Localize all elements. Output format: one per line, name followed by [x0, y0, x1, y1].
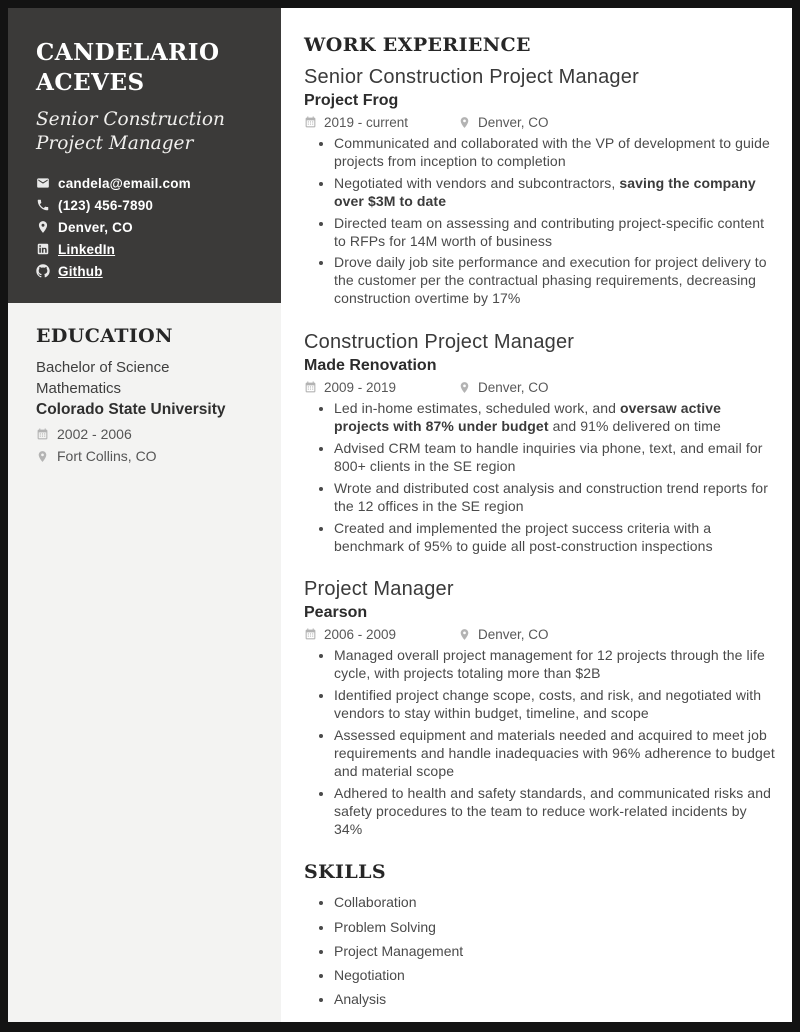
contact-row-location	[36, 220, 257, 235]
bullet-item	[334, 520, 776, 556]
job-company: Project Frog	[304, 92, 399, 109]
bullet-item	[334, 440, 776, 476]
bullet-item	[334, 400, 776, 436]
job-entry	[304, 66, 776, 308]
bullet-text: Led in-home estimates, scheduled work, and	[334, 400, 621, 417]
calendar-icon	[304, 381, 317, 394]
job-company: Pearson	[304, 604, 368, 622]
job-location	[458, 380, 549, 395]
bullet-bold-text: saving the company over $3M to date	[334, 174, 756, 209]
contact-label: candela@email.com	[58, 175, 191, 191]
calendar-icon	[36, 428, 49, 441]
education-dates: 2002 - 2006	[57, 426, 132, 443]
job-location-text: Denver, CO	[478, 627, 549, 643]
contact-row-github	[36, 264, 257, 279]
education-section	[8, 303, 281, 471]
job-dates-text: 2006 - 2009	[324, 627, 397, 643]
calendar-icon	[304, 628, 317, 641]
sidebar-header	[8, 8, 281, 303]
bullet-text: Created and implemented the project success criteria with a benchmark of 95% to guide all post-construction inspections	[334, 519, 713, 554]
location-icon	[458, 116, 471, 129]
job-location	[458, 115, 549, 130]
bullet-text: Drove daily job site performance and execution for project delivery to the customer per the contractual phasing requirements, decreasing construction overtime by 17%	[334, 254, 767, 307]
contact-row-linkedin	[36, 242, 257, 257]
bullet-text: Directed team on assessing and contributing project-specific content to RFPs for 14M worth of business	[334, 214, 765, 249]
email-icon	[36, 176, 50, 190]
job-company: Made Renovation	[304, 357, 437, 375]
job-entry	[304, 578, 776, 838]
calendar-icon	[304, 116, 317, 129]
job-dates	[304, 115, 458, 130]
job-location-text: Denver, CO	[478, 115, 549, 130]
phone-icon	[36, 198, 50, 212]
education-degree: Bachelor of Science Mathematics	[36, 358, 170, 398]
job-title: Construction Project Manager	[304, 331, 575, 354]
contact-label: Denver, CO	[58, 219, 133, 235]
job-dates	[304, 380, 458, 395]
bullet-item	[334, 215, 776, 251]
bullet-item	[334, 480, 776, 516]
skill-item: • Project Management	[334, 942, 776, 960]
bullet-text: and 91% delivered on time	[548, 418, 721, 435]
job-dates-text: 2009 - 2019	[324, 380, 397, 396]
contact-row-phone	[36, 198, 257, 213]
bullet-item	[334, 727, 776, 781]
bullet-item	[334, 175, 776, 211]
job-title: Senior Construction Project Manager	[304, 66, 639, 88]
bullet-item	[334, 254, 776, 308]
bullet-text: Wrote and distributed cost analysis and construction trend reports for the 12 offices in the SE region	[334, 479, 768, 514]
skill-item: • Collaboration	[334, 893, 776, 911]
education-school: Colorado State University	[36, 401, 226, 419]
contact-label: (123) 456-7890	[58, 197, 154, 213]
bullet-item	[334, 647, 776, 683]
skills-section	[304, 861, 776, 1008]
job-location-text: Denver, CO	[478, 380, 549, 396]
jobs-list	[304, 66, 776, 838]
linkedin-icon	[36, 242, 50, 256]
bullet-bold-text: oversaw active projects with 87% under budget	[334, 400, 722, 435]
bullet-text: Negotiated with vendors and subcontractors,	[334, 174, 620, 191]
bullet-item	[334, 687, 776, 723]
candidate-title: Senior Construction Project Manager	[36, 108, 225, 154]
job-dates	[304, 627, 458, 642]
skill-item: • Problem Solving	[334, 918, 776, 936]
job-bullet-list	[304, 400, 776, 555]
contact-label[interactable]: Github	[58, 263, 103, 279]
candidate-name: CANDELARIO ACEVES	[36, 39, 220, 96]
work-experience-heading: WORK EXPERIENCE	[304, 34, 531, 56]
education-heading: EDUCATION	[36, 324, 173, 347]
bullet-text: Identified project change scope, costs, and risk, and negotiated with vendors to stay within budget, timeline, and scope	[334, 687, 762, 722]
job-entry	[304, 331, 776, 555]
bullet-text: Assessed equipment and materials needed and acquired to meet job requirements and handle inadequacies with 96% adherence to budget and material scope	[334, 727, 775, 779]
contact-label[interactable]: LinkedIn	[58, 241, 116, 257]
education-location-row	[36, 448, 261, 464]
contact-row-email	[36, 176, 257, 191]
education-location: Fort Collins, CO	[57, 448, 157, 465]
location-icon	[458, 628, 471, 641]
job-bullet-list	[304, 647, 776, 838]
job-bullet-list	[304, 135, 776, 308]
contact-list	[36, 176, 257, 279]
job-meta-row	[304, 115, 776, 130]
bullet-text: Advised CRM team to handle inquiries via phone, text, and email for 800+ clients in the SE region	[334, 439, 763, 474]
job-meta-row	[304, 627, 776, 642]
bullet-text: Adhered to health and safety standards, and communicated risks and safety procedures to the team to reduce work-related incidents by 34%	[334, 784, 771, 837]
education-dates-row	[36, 426, 261, 442]
skill-item: • Negotiation	[334, 966, 776, 984]
location-icon	[36, 450, 49, 463]
job-dates-text: 2019 - current	[324, 115, 409, 130]
job-title: Project Manager	[304, 578, 454, 601]
location-icon	[36, 220, 50, 234]
job-location	[458, 627, 549, 642]
github-icon	[36, 264, 50, 278]
skill-item: • Analysis	[334, 990, 776, 1008]
job-meta-row	[304, 380, 776, 395]
skills-list	[304, 893, 776, 1008]
bullet-item	[334, 135, 776, 171]
main-content	[281, 8, 792, 1022]
bullet-text: Communicated and collaborated with the VP of development to guide projects from inception to completion	[334, 135, 770, 169]
bullet-text: Managed overall project management for 12 projects through the life cycle, with projects totaling more than $2B	[334, 647, 765, 682]
location-icon	[458, 381, 471, 394]
sidebar	[8, 8, 281, 1022]
skills-heading: SKILLS	[304, 861, 386, 884]
bullet-item	[334, 785, 776, 839]
